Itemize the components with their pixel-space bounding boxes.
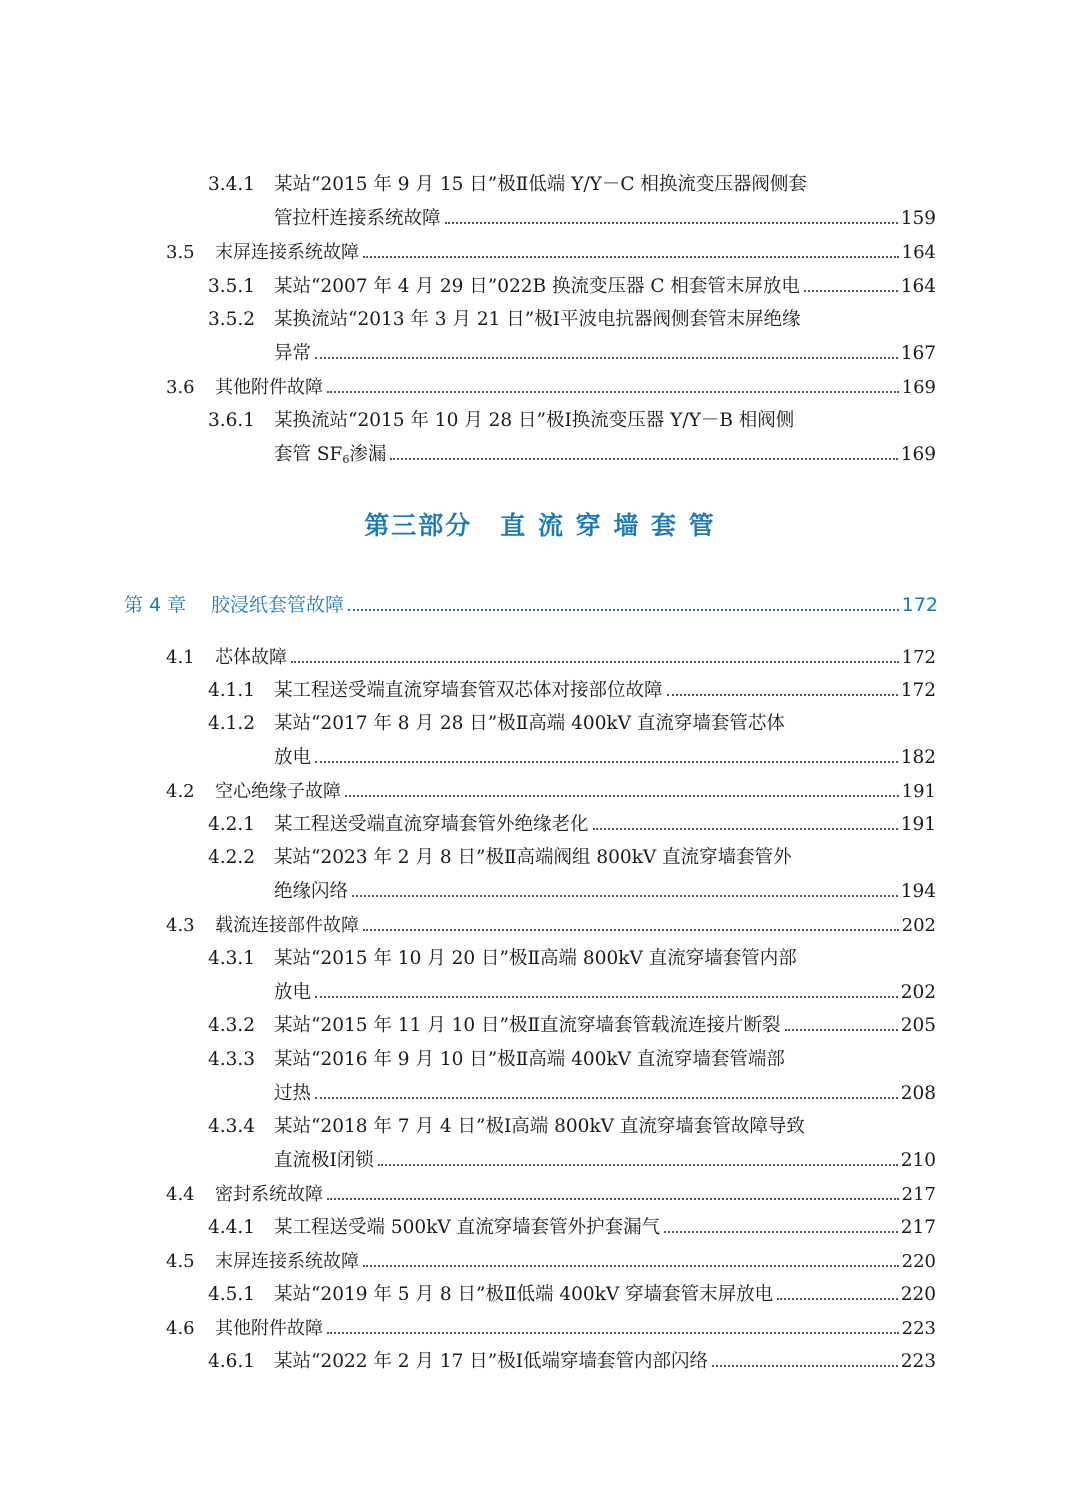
entry-title-cont: 直流极Ⅰ闭锁 <box>274 1150 374 1171</box>
dot-leader <box>291 661 899 663</box>
entry-title-cont: 套管 $SF_6$渗漏 <box>274 444 387 466</box>
dot-leader <box>327 1332 899 1334</box>
toc-entry-4-3[interactable] <box>0 915 1080 949</box>
page-number: 164 <box>900 276 936 297</box>
dot-leader <box>327 1198 899 1200</box>
page-number: 223 <box>901 1318 936 1339</box>
section-number: 4.2.1 <box>208 814 256 835</box>
dot-leader <box>712 1365 898 1367</box>
entry-title-cont: 管拉杆连接系统故障 <box>274 208 441 229</box>
section-number: 4.1 <box>166 647 195 668</box>
dot-leader <box>315 1097 898 1099</box>
section-number: 4.1.1 <box>208 680 256 701</box>
dot-leader <box>363 256 899 258</box>
section-number: 4.2 <box>166 781 195 802</box>
part-label: 第三部分 <box>364 511 473 540</box>
entry-title-cont: 放电 <box>274 982 312 1003</box>
page-number: 164 <box>901 242 936 263</box>
section-number: 4.2.2 <box>208 847 256 868</box>
entry-title: 某站“2015 年 9 月 15 日”极Ⅱ低端 Y/Y－C 相换流变压器阀侧套 <box>274 174 807 195</box>
toc-entry-3-6[interactable] <box>0 377 1080 411</box>
page-number: 159 <box>900 208 936 229</box>
toc-chapter-4[interactable] <box>0 594 1080 628</box>
page-number: 217 <box>901 1184 936 1205</box>
entry-title: 某换流站“2015 年 10 月 28 日”极Ⅰ换流变压器 Y/Y－B 相阀侧 <box>274 410 795 431</box>
page-number: 205 <box>900 1015 936 1036</box>
toc-entry-4-5[interactable] <box>0 1251 1080 1285</box>
section-number: 4.3.1 <box>208 948 256 969</box>
chapter-title: 胶浸纸套管故障 <box>211 594 345 616</box>
dot-leader <box>378 1164 898 1166</box>
toc-entry-4-2-2[interactable] <box>0 847 1080 907</box>
dot-leader <box>593 828 898 830</box>
section-number: 4.4.1 <box>208 1217 256 1238</box>
section-number: 4.3 <box>166 915 195 936</box>
dot-leader <box>785 1029 898 1031</box>
toc-entry-3-5-1[interactable] <box>0 276 1080 310</box>
section-number: 4.3.3 <box>208 1049 256 1070</box>
dot-leader <box>667 694 898 696</box>
dot-leader <box>327 391 899 393</box>
entry-title: 某站“2016 年 9 月 10 日”极Ⅱ高端 400kV 直流穿墙套管端部 <box>274 1049 785 1070</box>
dot-leader <box>664 1231 898 1233</box>
section-number: 3.5.2 <box>208 309 256 330</box>
section-number: 4.6.1 <box>208 1351 256 1372</box>
entry-title: 某站“2018 年 7 月 4 日”极Ⅰ高端 800kV 直流穿墙套管故障导致 <box>274 1116 805 1137</box>
entry-title: 末屏连接系统故障 <box>215 1251 359 1272</box>
page-number: 223 <box>900 1351 936 1372</box>
page-number: 194 <box>900 881 936 902</box>
toc-entry-4-2[interactable] <box>0 781 1080 815</box>
page-number: 191 <box>900 814 936 835</box>
toc-entry-4-1-1[interactable] <box>0 680 1080 714</box>
toc-entry-3-4-1[interactable] <box>0 174 1080 234</box>
section-number: 4.3.2 <box>208 1015 256 1036</box>
entry-title: 某站“2023 年 2 月 8 日”极Ⅱ高端阀组 800kV 直流穿墙套管外 <box>274 847 792 868</box>
section-number: 4.3.4 <box>208 1116 256 1137</box>
dot-leader <box>352 895 898 897</box>
entry-title: 空心绝缘子故障 <box>215 781 341 802</box>
section-number: 4.5.1 <box>208 1284 256 1305</box>
section-number: 4.6 <box>166 1318 195 1339</box>
dot-leader <box>363 1265 899 1267</box>
page-number: 208 <box>900 1083 936 1104</box>
entry-title: 密封系统故障 <box>215 1184 323 1205</box>
toc-entry-4-1[interactable] <box>0 647 1080 681</box>
entry-title: 某站“2015 年 11 月 10 日”极Ⅱ直流穿墙套管载流连接片断裂 <box>274 1015 781 1036</box>
entry-title: 某站“2022 年 2 月 17 日”极Ⅰ低端穿墙套管内部闪络 <box>274 1351 709 1372</box>
toc-entry-4-4[interactable] <box>0 1184 1080 1218</box>
entry-title: 芯体故障 <box>215 647 287 668</box>
dot-leader <box>804 290 898 292</box>
toc-entry-4-6[interactable] <box>0 1318 1080 1352</box>
entry-title: 某站“2007 年 4 月 29 日”022B 换流变压器 C 相套管末屏放电 <box>274 276 800 297</box>
toc-entry-4-6-1[interactable] <box>0 1351 1080 1385</box>
dot-leader <box>363 929 899 931</box>
toc-entry-4-3-1[interactable] <box>0 948 1080 1008</box>
toc-entry-4-1-2[interactable] <box>0 713 1080 773</box>
toc-entry-3-5[interactable] <box>0 242 1080 276</box>
page-number: 172 <box>901 647 936 668</box>
entry-title: 其他附件故障 <box>215 377 323 398</box>
dot-leader <box>315 357 898 359</box>
dot-leader <box>777 1298 898 1300</box>
entry-title: 载流连接部件故障 <box>215 915 359 936</box>
dot-leader <box>390 458 897 460</box>
section-number: 3.5 <box>166 242 195 263</box>
toc-entry-4-3-3[interactable] <box>0 1049 1080 1109</box>
section-number: 4.1.2 <box>208 713 256 734</box>
section-number: 3.5.1 <box>208 276 256 297</box>
page-number: 220 <box>900 1284 936 1305</box>
toc-entry-4-2-1[interactable] <box>0 814 1080 848</box>
section-number: 4.4 <box>166 1184 195 1205</box>
toc-entry-4-3-4[interactable] <box>0 1116 1080 1176</box>
entry-title: 末屏连接系统故障 <box>215 242 359 263</box>
chapter-number: 第 4 章 <box>124 594 187 616</box>
entry-title: 某换流站“2013 年 3 月 21 日”极Ⅰ平波电抗器阀侧套管末屏绝缘 <box>274 309 801 330</box>
page-number: 217 <box>900 1217 936 1238</box>
toc-entry-3-5-2[interactable] <box>0 309 1080 369</box>
dot-leader <box>348 609 899 611</box>
page-number: 210 <box>900 1150 936 1171</box>
part-title <box>0 506 1080 542</box>
dot-leader <box>445 222 898 224</box>
entry-title: 某工程送受端 500kV 直流穿墙套管外护套漏气 <box>274 1217 661 1238</box>
page-number: 172 <box>901 594 938 616</box>
page-number: 169 <box>901 377 936 398</box>
toc-entry-3-6-1[interactable] <box>0 410 1080 470</box>
section-number: 3.4.1 <box>208 174 256 195</box>
entry-title: 某工程送受端直流穿墙套管外绝缘老化 <box>274 814 589 835</box>
entry-title: 某站“2015 年 10 月 20 日”极Ⅱ高端 800kV 直流穿墙套管内部 <box>274 948 797 969</box>
page-number: 169 <box>900 444 936 465</box>
entry-title: 某站“2017 年 8 月 28 日”极Ⅱ高端 400kV 直流穿墙套管芯体 <box>274 713 785 734</box>
section-number: 3.6.1 <box>208 410 256 431</box>
entry-title: 某工程送受端直流穿墙套管双芯体对接部位故障 <box>274 680 663 701</box>
entry-title-cont: 放电 <box>274 747 312 768</box>
dot-leader <box>315 996 898 998</box>
page-number: 202 <box>901 915 936 936</box>
page-number: 172 <box>900 680 936 701</box>
dot-leader <box>345 795 899 797</box>
toc-entry-4-4-1[interactable] <box>0 1217 1080 1251</box>
dot-leader <box>315 761 898 763</box>
page-number: 167 <box>900 343 936 364</box>
entry-title-cont: 过热 <box>274 1083 312 1104</box>
page-number: 202 <box>900 982 936 1003</box>
section-number: 4.5 <box>166 1251 195 1272</box>
section-number: 3.6 <box>166 377 195 398</box>
entry-title: 某站“2019 年 5 月 8 日”极Ⅱ低端 400kV 穿墙套管末屏放电 <box>274 1284 774 1305</box>
page-number: 182 <box>900 747 936 768</box>
part-name: 直 流 穿 墙 套 管 <box>500 511 716 540</box>
entry-title-cont: 绝缘闪络 <box>274 881 349 902</box>
entry-title-cont: 异常 <box>274 343 312 364</box>
toc-entry-4-3-2[interactable] <box>0 1015 1080 1049</box>
page-number: 220 <box>901 1251 936 1272</box>
entry-title: 其他附件故障 <box>215 1318 323 1339</box>
page-number: 191 <box>901 781 936 802</box>
toc-entry-4-5-1[interactable] <box>0 1284 1080 1318</box>
